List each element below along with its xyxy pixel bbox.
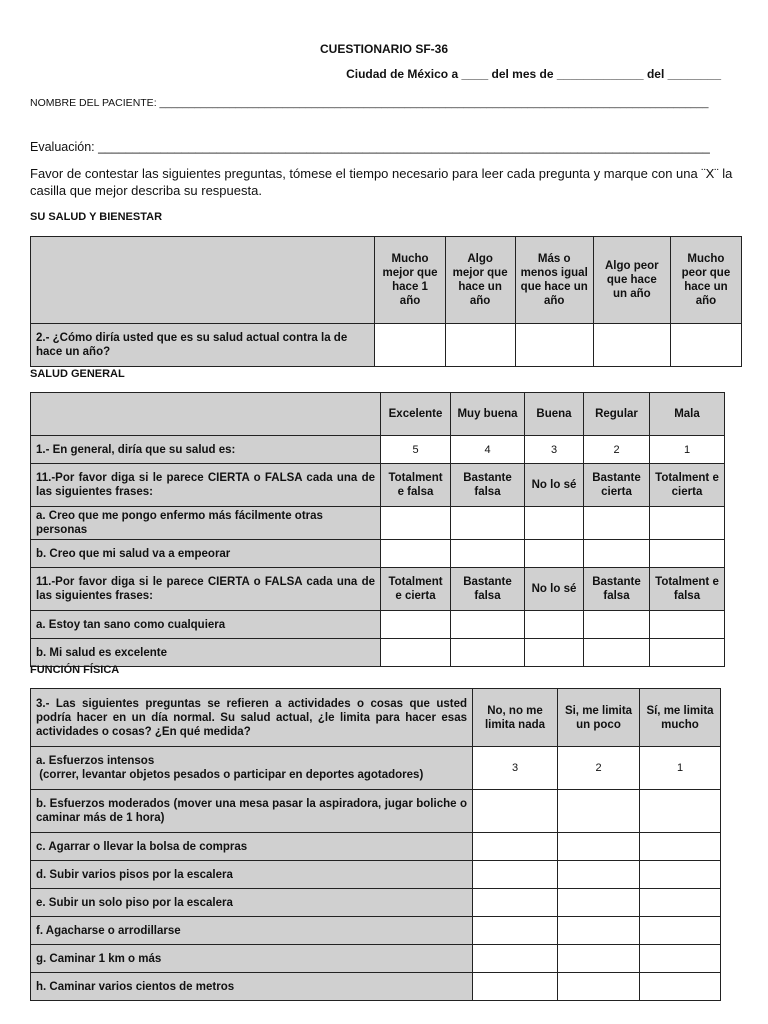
question-1: 1.- En general, diría que su salud es: xyxy=(31,436,381,464)
statement-row: b. Mi salud es excelente xyxy=(31,639,381,667)
answer-cell[interactable] xyxy=(381,507,451,540)
answer-cell[interactable] xyxy=(640,861,721,889)
activity-title: a. Esfuerzos intensos xyxy=(36,755,155,767)
answer-cell[interactable] xyxy=(473,861,558,889)
answer-cell[interactable] xyxy=(640,889,721,917)
activity-row: c. Agarrar o llevar la bolsa de compras xyxy=(31,833,473,861)
table-salud-bienestar xyxy=(30,236,742,367)
answer-cell[interactable] xyxy=(515,324,593,367)
activity-detail: (correr, levantar objetos pesados o participar en deportes agotadores) xyxy=(36,769,424,781)
activity-row: h. Caminar varios cientos de metros xyxy=(31,973,473,1001)
answer-cell[interactable] xyxy=(650,540,725,568)
answer-cell[interactable] xyxy=(558,833,640,861)
answer-cell[interactable] xyxy=(381,611,451,639)
table-funcion-fisica xyxy=(30,688,721,1001)
activity-row: g. Caminar 1 km o más xyxy=(31,945,473,973)
column-header: Regular xyxy=(584,393,650,436)
answer-cell[interactable] xyxy=(381,540,451,568)
date-line: Ciudad de México a ____ del mes de _____________ del ________ xyxy=(346,67,721,81)
table-salud-general xyxy=(30,392,725,667)
answer-cell[interactable] xyxy=(650,507,725,540)
column-header: No lo sé xyxy=(525,568,584,611)
answer-cell[interactable] xyxy=(451,639,525,667)
answer-cell[interactable] xyxy=(525,540,584,568)
answer-cell[interactable] xyxy=(558,973,640,1001)
answer-cell[interactable] xyxy=(640,917,721,945)
answer-cell[interactable] xyxy=(650,611,725,639)
column-header: Totalment e cierta xyxy=(650,464,725,507)
column-header: Si, me limita un poco xyxy=(558,689,640,747)
column-header: Totalment e cierta xyxy=(381,568,451,611)
answer-cell[interactable] xyxy=(381,639,451,667)
statement-row: b. Creo que mi salud va a empeorar xyxy=(31,540,381,568)
column-header: Totalment e falsa xyxy=(650,568,725,611)
statement-row: a. Creo que me pongo enfermo más fácilmente otras personas xyxy=(31,507,381,540)
column-header: Mala xyxy=(650,393,725,436)
activity-row: d. Subir varios pisos por la escalera xyxy=(31,861,473,889)
answer-cell[interactable] xyxy=(445,324,515,367)
answer-cell[interactable] xyxy=(375,324,445,367)
answer-value[interactable]: 3 xyxy=(525,436,584,464)
answer-cell[interactable] xyxy=(473,917,558,945)
column-header: Buena xyxy=(525,393,584,436)
column-header: Muy buena xyxy=(451,393,525,436)
answer-cell[interactable] xyxy=(525,507,584,540)
column-header: Bastante falsa xyxy=(451,464,525,507)
question-11-block2: 11.-Por favor diga si le parece CIERTA o FALSA cada una de las siguientes frases: xyxy=(31,568,381,611)
answer-cell[interactable] xyxy=(473,973,558,1001)
answer-cell[interactable] xyxy=(473,833,558,861)
question-3: 3.- Las siguientes preguntas se refieren a actividades o cosas que usted podría hacer en un día normal. Su salud actual, ¿le limita para hacer esas actividades o cosas? ¿En qué medida? xyxy=(31,689,473,747)
section-salud-general: SALUD GENERAL xyxy=(30,368,125,380)
form-title: CUESTIONARIO SF-36 xyxy=(319,42,448,56)
column-header: Bastante falsa xyxy=(584,568,650,611)
section-funcion-fisica: FUNCIÓN FÍSICA xyxy=(30,664,120,676)
evaluation-line: Evaluación: ________________________________________________________________________________________ xyxy=(30,140,710,154)
answer-cell[interactable] xyxy=(473,790,558,833)
question-2: 2.- ¿Cómo diría usted que es su salud actual contra la de hace un año? xyxy=(31,324,375,367)
answer-value[interactable]: 2 xyxy=(584,436,650,464)
activity-row: e. Subir un solo piso por la escalera xyxy=(31,889,473,917)
answer-cell[interactable] xyxy=(640,790,721,833)
answer-cell[interactable] xyxy=(650,639,725,667)
answer-cell[interactable] xyxy=(451,507,525,540)
column-header: Totalment e falsa xyxy=(381,464,451,507)
answer-cell[interactable] xyxy=(584,507,650,540)
column-header: Bastante cierta xyxy=(584,464,650,507)
column-header: No, no me limita nada xyxy=(473,689,558,747)
column-header: Excelente xyxy=(381,393,451,436)
section-salud-bienestar: SU SALUD Y BIENESTAR xyxy=(30,211,163,223)
answer-cell[interactable] xyxy=(593,324,670,367)
answer-cell[interactable] xyxy=(525,611,584,639)
answer-cell[interactable] xyxy=(451,540,525,568)
column-header: Algo peor que hace un año xyxy=(593,237,670,324)
answer-cell[interactable] xyxy=(640,973,721,1001)
answer-cell[interactable] xyxy=(584,611,650,639)
instructions: Favor de contestar las siguientes preguntas, tómese el tiempo necesario para leer cada pregunta y marque con una ¨X¨ la casilla que mejor describa su respuesta. xyxy=(30,166,733,198)
answer-cell[interactable] xyxy=(558,945,640,973)
activity-row xyxy=(31,747,473,790)
activity-row: b. Esfuerzos moderados (mover una mesa pasar la aspiradora, jugar boliche o caminar más de 1 hora) xyxy=(31,790,473,833)
answer-cell[interactable] xyxy=(558,790,640,833)
answer-cell[interactable] xyxy=(558,889,640,917)
question-11-block1: 11.-Por favor diga si le parece CIERTA o FALSA cada una de las siguientes frases: xyxy=(31,464,381,507)
header-blank xyxy=(31,393,381,436)
answer-value[interactable]: 4 xyxy=(451,436,525,464)
answer-value[interactable]: 3 xyxy=(473,747,558,790)
answer-value[interactable]: 5 xyxy=(381,436,451,464)
column-header: No lo sé xyxy=(525,464,584,507)
column-header: Mucho mejor que hace 1 año xyxy=(375,237,445,324)
patient-name-line: NOMBRE DEL PACIENTE: ______________________________________________________________________________________________ xyxy=(30,97,709,109)
answer-cell[interactable] xyxy=(473,945,558,973)
answer-value[interactable]: 1 xyxy=(640,747,721,790)
answer-cell[interactable] xyxy=(451,611,525,639)
answer-cell[interactable] xyxy=(670,324,741,367)
column-header: Sí, me limita mucho xyxy=(640,689,721,747)
answer-cell[interactable] xyxy=(558,861,640,889)
answer-cell[interactable] xyxy=(473,889,558,917)
answer-value[interactable]: 1 xyxy=(650,436,725,464)
answer-cell[interactable] xyxy=(525,639,584,667)
answer-cell[interactable] xyxy=(584,540,650,568)
column-header: Bastante falsa xyxy=(451,568,525,611)
column-header: Más o menos igual que hace un año xyxy=(515,237,593,324)
answer-cell[interactable] xyxy=(558,917,640,945)
column-header: Algo mejor que hace un año xyxy=(445,237,515,324)
activity-row: f. Agacharse o arrodillarse xyxy=(31,917,473,945)
column-header: Mucho peor que hace un año xyxy=(670,237,741,324)
header-blank xyxy=(31,237,375,324)
answer-cell[interactable] xyxy=(640,833,721,861)
answer-value[interactable]: 2 xyxy=(558,747,640,790)
answer-cell[interactable] xyxy=(584,639,650,667)
statement-row: a. Estoy tan sano como cualquiera xyxy=(31,611,381,639)
answer-cell[interactable] xyxy=(640,945,721,973)
